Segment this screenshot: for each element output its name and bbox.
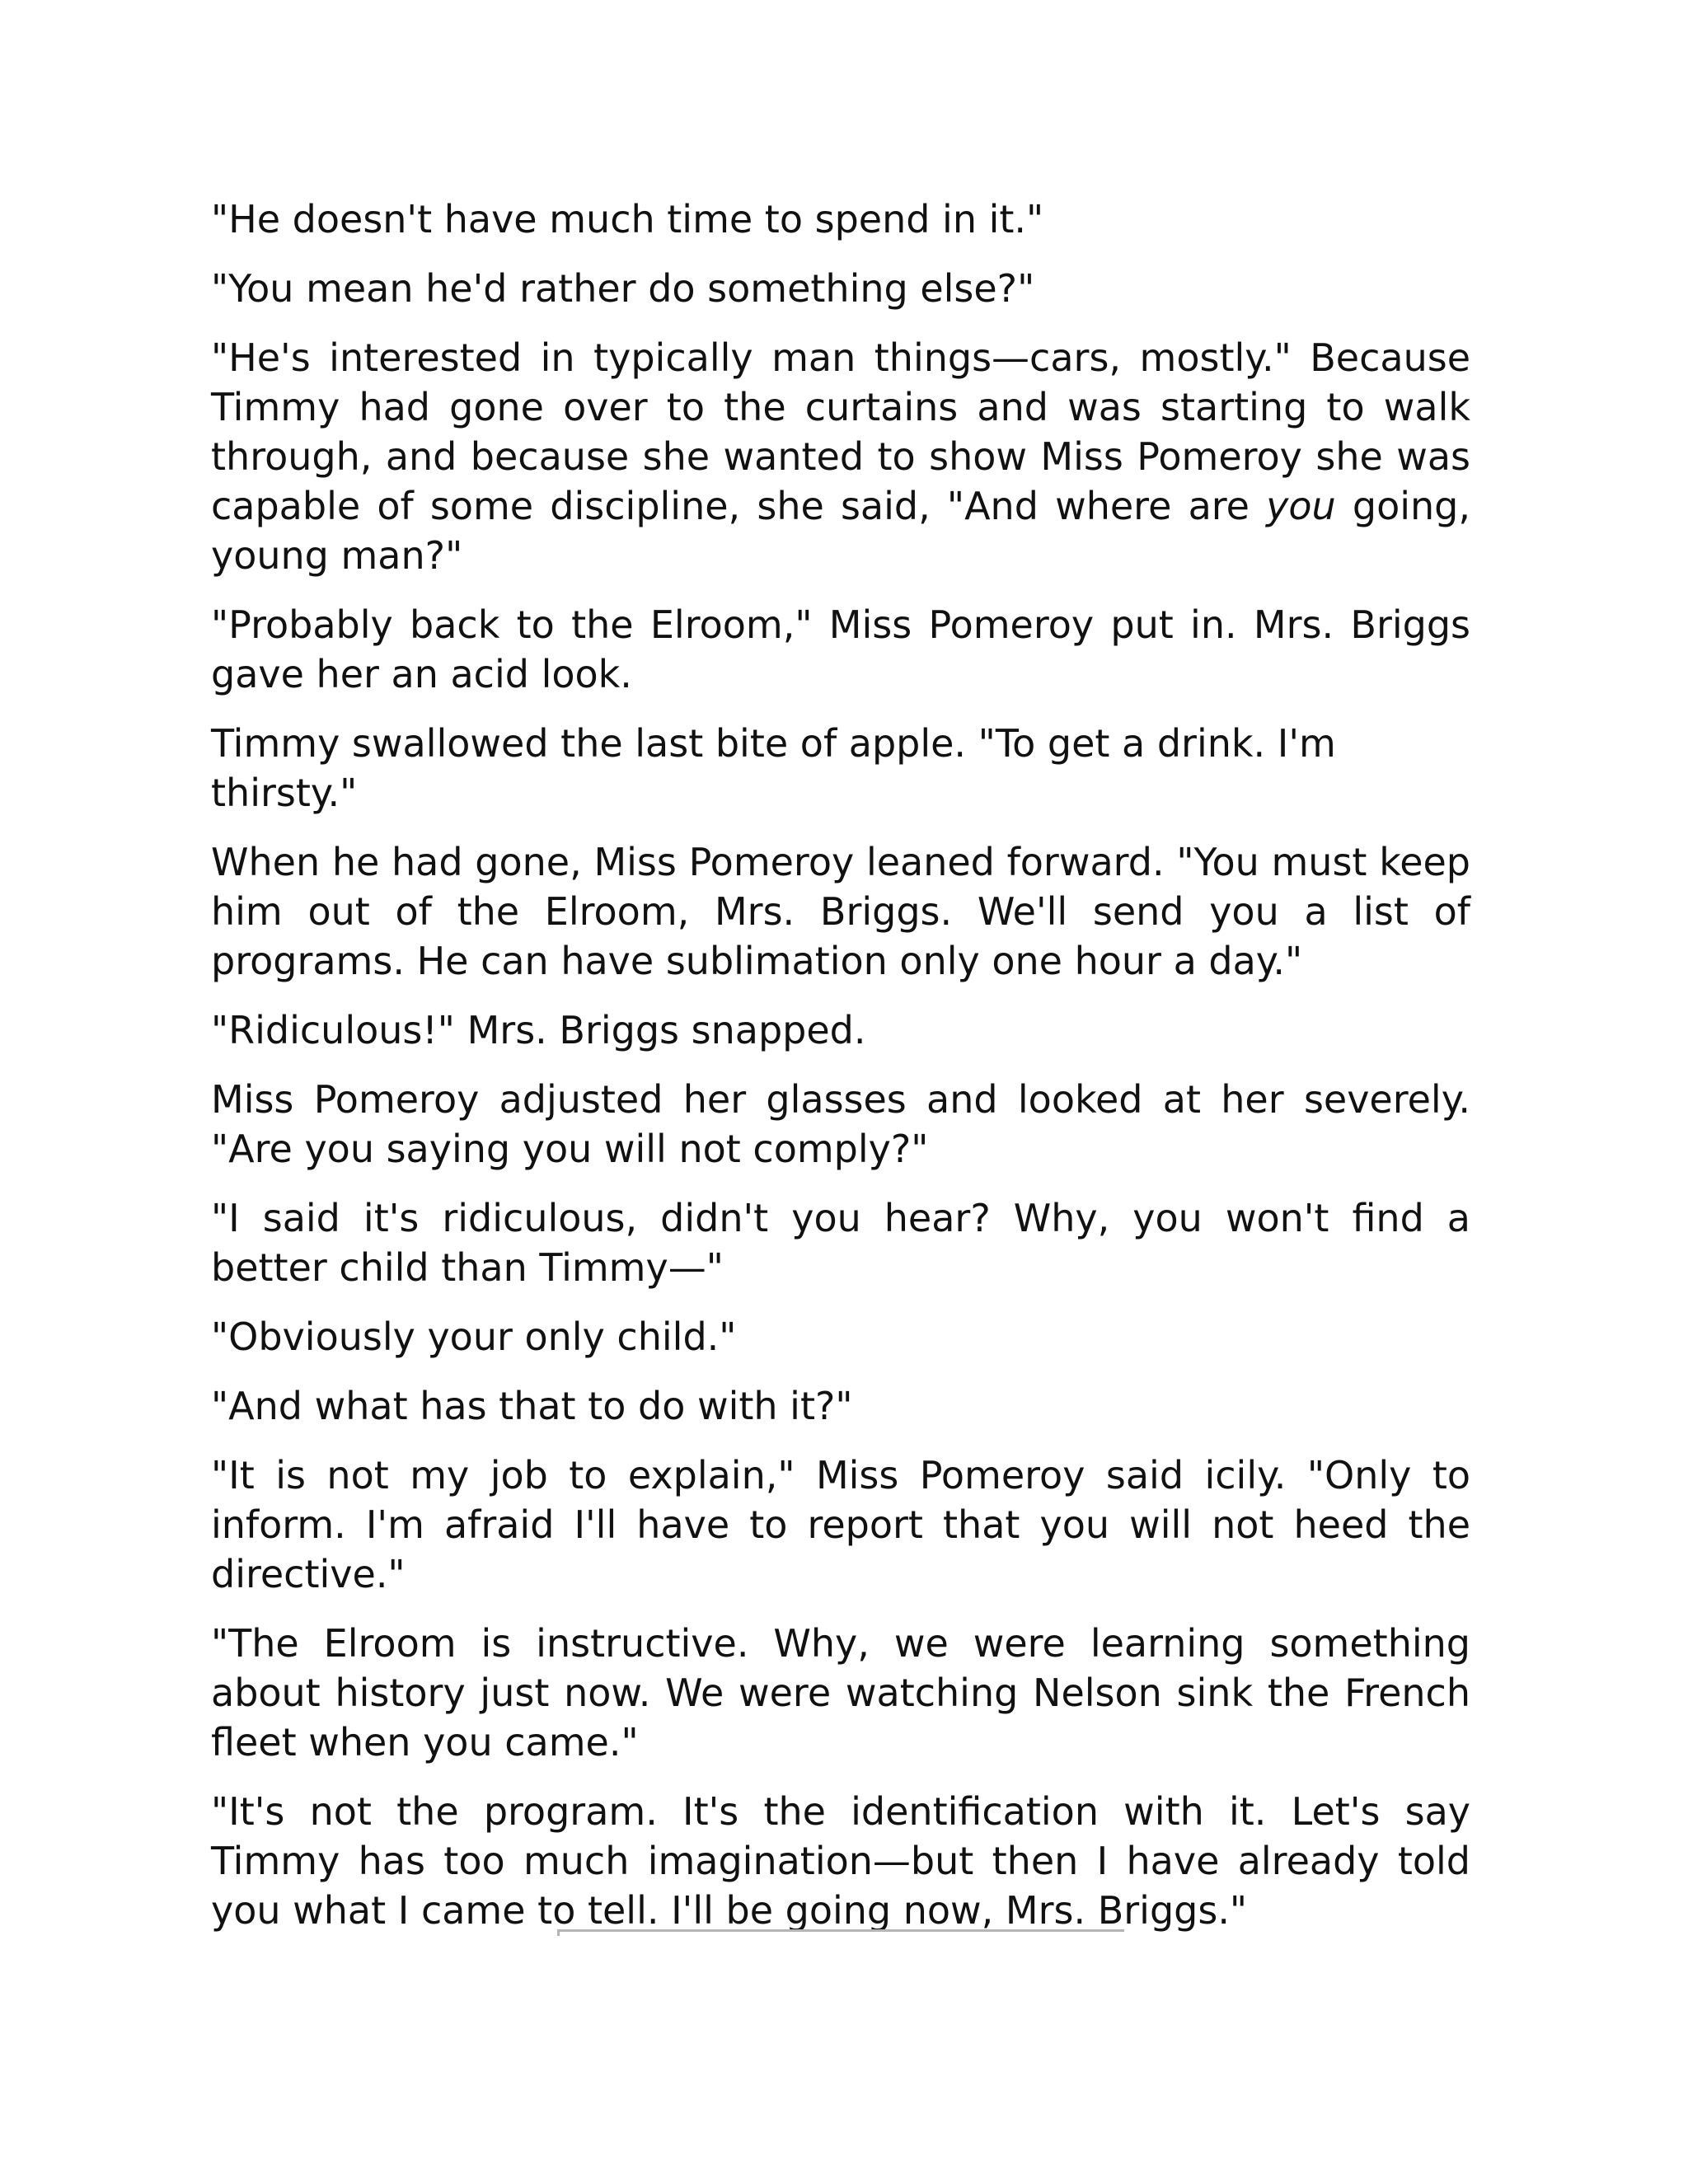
paragraph: "Ridiculous!" Mrs. Briggs snapped. xyxy=(211,1008,866,1052)
document-body xyxy=(211,194,1470,1955)
section-divider xyxy=(557,1929,1124,1936)
paragraph: Timmy swallowed the last bite of apple. "To get a drink. I'm thirsty." xyxy=(211,721,1336,815)
paragraph: "It is not my job to explain," Miss Pomeroy said icily. "Only to inform. I'm afraid I'll have to report that you will not heed the directive." xyxy=(211,1453,1470,1596)
emphasized-text: you xyxy=(1266,484,1336,528)
paragraph: "It's not the program. It's the identification with it. Let's say Timmy has too much imagination—but then I have already told you what I came to tell. I'll be going now, Mrs. Briggs." xyxy=(211,1789,1470,1933)
paragraph: "The Elroom is instructive. Why, we were learning something about history just now. We were watching Nelson sink the French fleet when you came." xyxy=(211,1621,1470,1765)
paragraph: "He doesn't have much time to spend in it." xyxy=(211,197,1044,241)
paragraph xyxy=(211,333,1470,580)
paragraph: "You mean he'd rather do something else?" xyxy=(211,266,1035,311)
paragraph: When he had gone, Miss Pomeroy leaned forward. "You must keep him out of the Elroom, Mrs. Briggs. We'll send you a list of programs. He can have sublimation only one hour a day." xyxy=(211,840,1470,983)
paragraph-text: "He's interested in typically man things—cars, mostly." Because Timmy had gone over to the curtains and was starting to walk through, and because she wanted to show Miss Pomeroy she was capable of some discipline, she said, "And where are xyxy=(211,335,1470,528)
paragraph-text: going, young man?" xyxy=(211,484,1470,578)
paragraph: "I said it's ridiculous, didn't you hear? Why, you won't find a better child than Timmy—" xyxy=(211,1196,1470,1290)
paragraph: "Obviously your only child." xyxy=(211,1315,737,1359)
paragraph: "And what has that to do with it?" xyxy=(211,1384,853,1428)
paragraph: Miss Pomeroy adjusted her glasses and looked at her severely. "Are you saying you will not comply?" xyxy=(211,1077,1470,1171)
paragraph: "Probably back to the Elroom," Miss Pomeroy put in. Mrs. Briggs gave her an acid look. xyxy=(211,602,1470,696)
